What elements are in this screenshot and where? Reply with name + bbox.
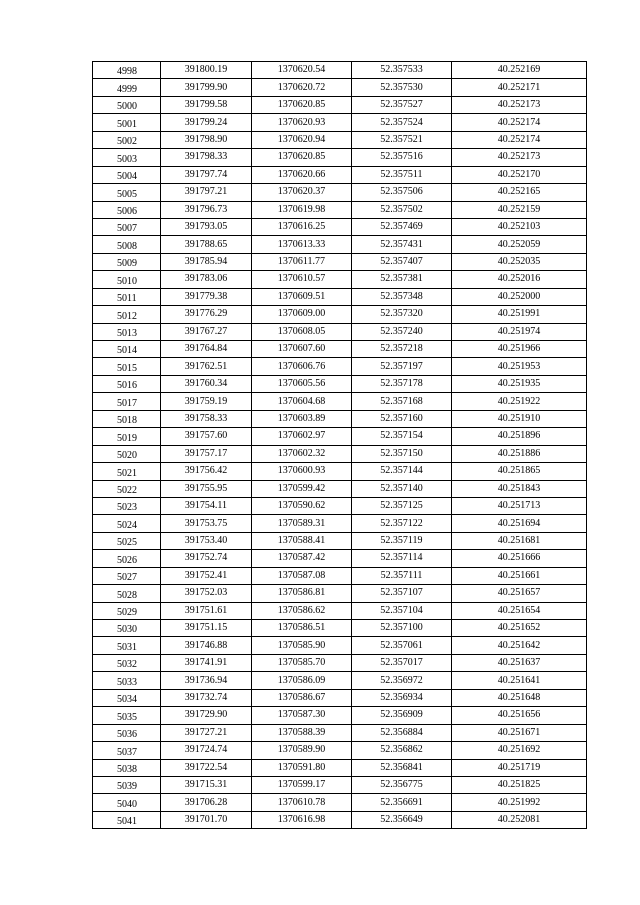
cell-y-coordinate: 1370605.56	[252, 375, 352, 392]
cell-latitude: 52.357533	[352, 62, 452, 79]
table-row	[93, 707, 587, 724]
cell-longitude: 40.251935	[452, 375, 587, 392]
cell-point-id: 5012	[93, 306, 161, 323]
cell-latitude: 52.357061	[352, 637, 452, 654]
cell-point-id: 5030	[93, 620, 161, 637]
cell-x-coordinate: 391793.05	[161, 218, 252, 235]
cell-latitude: 52.357154	[352, 428, 452, 445]
cell-point-id: 5006	[93, 201, 161, 218]
cell-point-id: 5023	[93, 497, 161, 514]
cell-longitude: 40.251991	[452, 306, 587, 323]
cell-x-coordinate: 391758.33	[161, 410, 252, 427]
cell-longitude: 40.252000	[452, 288, 587, 305]
cell-point-id: 5014	[93, 341, 161, 358]
cell-longitude: 40.251922	[452, 393, 587, 410]
cell-y-coordinate: 1370602.97	[252, 428, 352, 445]
table-row	[93, 236, 587, 253]
cell-y-coordinate: 1370589.90	[252, 742, 352, 759]
cell-longitude: 40.251825	[452, 776, 587, 793]
cell-x-coordinate: 391776.29	[161, 306, 252, 323]
cell-y-coordinate: 1370620.37	[252, 184, 352, 201]
cell-point-id: 5016	[93, 375, 161, 392]
cell-x-coordinate: 391729.90	[161, 707, 252, 724]
cell-x-coordinate: 391798.90	[161, 131, 252, 148]
cell-y-coordinate: 1370599.17	[252, 776, 352, 793]
cell-longitude: 40.251694	[452, 515, 587, 532]
cell-x-coordinate: 391767.27	[161, 323, 252, 340]
cell-y-coordinate: 1370585.90	[252, 637, 352, 654]
cell-point-id: 5038	[93, 759, 161, 776]
table-row	[93, 689, 587, 706]
cell-y-coordinate: 1370589.31	[252, 515, 352, 532]
cell-latitude: 52.357530	[352, 79, 452, 96]
table-row	[93, 567, 587, 584]
cell-point-id: 5001	[93, 114, 161, 131]
table-row	[93, 184, 587, 201]
cell-latitude: 52.357516	[352, 149, 452, 166]
cell-x-coordinate: 391751.61	[161, 602, 252, 619]
cell-y-coordinate: 1370609.00	[252, 306, 352, 323]
cell-latitude: 52.357407	[352, 253, 452, 270]
cell-point-id: 5010	[93, 271, 161, 288]
cell-point-id: 5011	[93, 288, 161, 305]
cell-y-coordinate: 1370620.72	[252, 79, 352, 96]
cell-x-coordinate: 391760.34	[161, 375, 252, 392]
cell-x-coordinate: 391759.19	[161, 393, 252, 410]
cell-point-id: 5037	[93, 742, 161, 759]
cell-y-coordinate: 1370587.42	[252, 550, 352, 567]
table-row	[93, 776, 587, 793]
cell-x-coordinate: 391746.88	[161, 637, 252, 654]
cell-point-id: 5003	[93, 149, 161, 166]
cell-longitude: 40.252173	[452, 149, 587, 166]
cell-latitude: 52.357348	[352, 288, 452, 305]
cell-y-coordinate: 1370619.98	[252, 201, 352, 218]
table-row	[93, 96, 587, 113]
cell-longitude: 40.251865	[452, 463, 587, 480]
cell-latitude: 52.357506	[352, 184, 452, 201]
cell-longitude: 40.251896	[452, 428, 587, 445]
cell-x-coordinate: 391797.74	[161, 166, 252, 183]
cell-y-coordinate: 1370588.39	[252, 724, 352, 741]
cell-point-id: 5022	[93, 480, 161, 497]
cell-y-coordinate: 1370610.78	[252, 794, 352, 811]
cell-point-id: 5025	[93, 532, 161, 549]
cell-latitude: 52.357524	[352, 114, 452, 131]
cell-longitude: 40.251661	[452, 567, 587, 584]
cell-longitude: 40.252035	[452, 253, 587, 270]
cell-y-coordinate: 1370586.62	[252, 602, 352, 619]
cell-x-coordinate: 391796.73	[161, 201, 252, 218]
cell-x-coordinate: 391724.74	[161, 742, 252, 759]
cell-longitude: 40.252165	[452, 184, 587, 201]
table-row	[93, 794, 587, 811]
cell-longitude: 40.252016	[452, 271, 587, 288]
cell-y-coordinate: 1370620.85	[252, 96, 352, 113]
cell-latitude: 52.357381	[352, 271, 452, 288]
coordinates-table	[92, 61, 587, 829]
table-row	[93, 288, 587, 305]
cell-y-coordinate: 1370586.67	[252, 689, 352, 706]
table-row	[93, 393, 587, 410]
cell-latitude: 52.356841	[352, 759, 452, 776]
cell-point-id: 4999	[93, 79, 161, 96]
cell-latitude: 52.357125	[352, 497, 452, 514]
cell-latitude: 52.356909	[352, 707, 452, 724]
table-row	[93, 218, 587, 235]
table-row	[93, 62, 587, 79]
cell-x-coordinate: 391754.11	[161, 497, 252, 514]
table-row	[93, 654, 587, 671]
cell-longitude: 40.252174	[452, 131, 587, 148]
cell-latitude: 52.357114	[352, 550, 452, 567]
cell-point-id: 5024	[93, 515, 161, 532]
cell-y-coordinate: 1370586.09	[252, 672, 352, 689]
cell-x-coordinate: 391751.15	[161, 620, 252, 637]
table-row	[93, 271, 587, 288]
cell-latitude: 52.356649	[352, 811, 452, 828]
cell-point-id: 5009	[93, 253, 161, 270]
table-row	[93, 672, 587, 689]
cell-point-id: 5017	[93, 393, 161, 410]
cell-latitude: 52.357140	[352, 480, 452, 497]
cell-y-coordinate: 1370587.30	[252, 707, 352, 724]
cell-point-id: 5029	[93, 602, 161, 619]
cell-y-coordinate: 1370586.51	[252, 620, 352, 637]
cell-y-coordinate: 1370610.57	[252, 271, 352, 288]
table-row	[93, 445, 587, 462]
cell-x-coordinate: 391736.94	[161, 672, 252, 689]
cell-point-id: 5020	[93, 445, 161, 462]
cell-latitude: 52.357111	[352, 567, 452, 584]
cell-latitude: 52.356775	[352, 776, 452, 793]
cell-x-coordinate: 391762.51	[161, 358, 252, 375]
cell-longitude: 40.251666	[452, 550, 587, 567]
cell-latitude: 52.357168	[352, 393, 452, 410]
table-row	[93, 166, 587, 183]
cell-x-coordinate: 391799.58	[161, 96, 252, 113]
cell-x-coordinate: 391798.33	[161, 149, 252, 166]
cell-latitude: 52.357521	[352, 131, 452, 148]
cell-x-coordinate: 391752.03	[161, 585, 252, 602]
cell-y-coordinate: 1370608.05	[252, 323, 352, 340]
cell-longitude: 40.252103	[452, 218, 587, 235]
cell-y-coordinate: 1370607.60	[252, 341, 352, 358]
cell-latitude: 52.357119	[352, 532, 452, 549]
cell-longitude: 40.252159	[452, 201, 587, 218]
cell-y-coordinate: 1370588.41	[252, 532, 352, 549]
cell-latitude: 52.356884	[352, 724, 452, 741]
cell-x-coordinate: 391779.38	[161, 288, 252, 305]
table-row	[93, 201, 587, 218]
cell-y-coordinate: 1370587.08	[252, 567, 352, 584]
cell-latitude: 52.357511	[352, 166, 452, 183]
cell-longitude: 40.251671	[452, 724, 587, 741]
cell-point-id: 5040	[93, 794, 161, 811]
table-row	[93, 497, 587, 514]
cell-latitude: 52.357527	[352, 96, 452, 113]
table-row	[93, 131, 587, 148]
table-row	[93, 79, 587, 96]
cell-longitude: 40.251652	[452, 620, 587, 637]
table-row	[93, 358, 587, 375]
cell-y-coordinate: 1370586.81	[252, 585, 352, 602]
cell-latitude: 52.357100	[352, 620, 452, 637]
cell-longitude: 40.251654	[452, 602, 587, 619]
cell-longitude: 40.252169	[452, 62, 587, 79]
table-row	[93, 463, 587, 480]
cell-longitude: 40.251843	[452, 480, 587, 497]
cell-y-coordinate: 1370602.32	[252, 445, 352, 462]
cell-y-coordinate: 1370606.76	[252, 358, 352, 375]
cell-latitude: 52.356934	[352, 689, 452, 706]
cell-x-coordinate: 391755.95	[161, 480, 252, 497]
table-row	[93, 532, 587, 549]
table-row	[93, 759, 587, 776]
cell-longitude: 40.251641	[452, 672, 587, 689]
table-row	[93, 323, 587, 340]
cell-point-id: 5019	[93, 428, 161, 445]
cell-longitude: 40.251657	[452, 585, 587, 602]
cell-latitude: 52.356972	[352, 672, 452, 689]
cell-longitude: 40.251886	[452, 445, 587, 462]
table-row	[93, 724, 587, 741]
cell-y-coordinate: 1370613.33	[252, 236, 352, 253]
cell-latitude: 52.357320	[352, 306, 452, 323]
table-row	[93, 620, 587, 637]
cell-x-coordinate: 391788.65	[161, 236, 252, 253]
coordinates-table-body	[93, 62, 587, 829]
cell-latitude: 52.357469	[352, 218, 452, 235]
cell-longitude: 40.252173	[452, 96, 587, 113]
cell-y-coordinate: 1370620.54	[252, 62, 352, 79]
cell-x-coordinate: 391701.70	[161, 811, 252, 828]
cell-point-id: 5034	[93, 689, 161, 706]
cell-longitude: 40.251966	[452, 341, 587, 358]
cell-longitude: 40.252059	[452, 236, 587, 253]
cell-latitude: 52.357160	[352, 410, 452, 427]
cell-longitude: 40.252174	[452, 114, 587, 131]
cell-longitude: 40.251719	[452, 759, 587, 776]
table-row	[93, 428, 587, 445]
cell-latitude: 52.357122	[352, 515, 452, 532]
cell-y-coordinate: 1370591.80	[252, 759, 352, 776]
cell-x-coordinate: 391753.40	[161, 532, 252, 549]
cell-x-coordinate: 391764.84	[161, 341, 252, 358]
cell-point-id: 4998	[93, 62, 161, 79]
cell-x-coordinate: 391785.94	[161, 253, 252, 270]
cell-x-coordinate: 391800.19	[161, 62, 252, 79]
cell-x-coordinate: 391757.17	[161, 445, 252, 462]
cell-longitude: 40.252170	[452, 166, 587, 183]
cell-longitude: 40.251637	[452, 654, 587, 671]
cell-point-id: 5000	[93, 96, 161, 113]
cell-longitude: 40.251692	[452, 742, 587, 759]
table-row	[93, 410, 587, 427]
cell-x-coordinate: 391799.90	[161, 79, 252, 96]
table-row	[93, 375, 587, 392]
cell-point-id: 5002	[93, 131, 161, 148]
table-row	[93, 149, 587, 166]
cell-latitude: 52.357502	[352, 201, 452, 218]
cell-y-coordinate: 1370599.42	[252, 480, 352, 497]
cell-longitude: 40.251953	[452, 358, 587, 375]
cell-y-coordinate: 1370620.94	[252, 131, 352, 148]
cell-latitude: 52.357107	[352, 585, 452, 602]
table-row	[93, 550, 587, 567]
cell-point-id: 5008	[93, 236, 161, 253]
cell-y-coordinate: 1370600.93	[252, 463, 352, 480]
cell-y-coordinate: 1370609.51	[252, 288, 352, 305]
cell-point-id: 5039	[93, 776, 161, 793]
cell-longitude: 40.251642	[452, 637, 587, 654]
cell-latitude: 52.357150	[352, 445, 452, 462]
cell-longitude: 40.252081	[452, 811, 587, 828]
cell-y-coordinate: 1370620.85	[252, 149, 352, 166]
cell-point-id: 5018	[93, 410, 161, 427]
cell-point-id: 5004	[93, 166, 161, 183]
cell-y-coordinate: 1370603.89	[252, 410, 352, 427]
cell-x-coordinate: 391752.41	[161, 567, 252, 584]
cell-point-id: 5015	[93, 358, 161, 375]
cell-x-coordinate: 391753.75	[161, 515, 252, 532]
table-row	[93, 253, 587, 270]
table-row	[93, 114, 587, 131]
cell-x-coordinate: 391732.74	[161, 689, 252, 706]
cell-point-id: 5031	[93, 637, 161, 654]
cell-y-coordinate: 1370620.66	[252, 166, 352, 183]
table-row	[93, 742, 587, 759]
cell-y-coordinate: 1370611.77	[252, 253, 352, 270]
cell-point-id: 5035	[93, 707, 161, 724]
cell-point-id: 5041	[93, 811, 161, 828]
table-row	[93, 602, 587, 619]
cell-point-id: 5032	[93, 654, 161, 671]
cell-longitude: 40.251648	[452, 689, 587, 706]
cell-x-coordinate: 391752.74	[161, 550, 252, 567]
cell-y-coordinate: 1370620.93	[252, 114, 352, 131]
cell-latitude: 52.357197	[352, 358, 452, 375]
table-row	[93, 515, 587, 532]
cell-longitude: 40.251713	[452, 497, 587, 514]
table-row	[93, 306, 587, 323]
cell-latitude: 52.357178	[352, 375, 452, 392]
cell-x-coordinate: 391727.21	[161, 724, 252, 741]
table-row	[93, 811, 587, 828]
cell-longitude: 40.251974	[452, 323, 587, 340]
cell-longitude: 40.251992	[452, 794, 587, 811]
cell-x-coordinate: 391799.24	[161, 114, 252, 131]
cell-point-id: 5021	[93, 463, 161, 480]
cell-latitude: 52.356691	[352, 794, 452, 811]
cell-point-id: 5036	[93, 724, 161, 741]
cell-y-coordinate: 1370616.98	[252, 811, 352, 828]
cell-point-id: 5007	[93, 218, 161, 235]
cell-longitude: 40.251910	[452, 410, 587, 427]
cell-x-coordinate: 391722.54	[161, 759, 252, 776]
cell-x-coordinate: 391783.06	[161, 271, 252, 288]
cell-latitude: 52.357218	[352, 341, 452, 358]
table-row	[93, 341, 587, 358]
cell-longitude: 40.252171	[452, 79, 587, 96]
cell-point-id: 5027	[93, 567, 161, 584]
cell-x-coordinate: 391715.31	[161, 776, 252, 793]
cell-latitude: 52.357240	[352, 323, 452, 340]
cell-longitude: 40.251656	[452, 707, 587, 724]
cell-longitude: 40.251681	[452, 532, 587, 549]
cell-latitude: 52.357017	[352, 654, 452, 671]
cell-point-id: 5026	[93, 550, 161, 567]
cell-x-coordinate: 391706.28	[161, 794, 252, 811]
cell-x-coordinate: 391757.60	[161, 428, 252, 445]
table-row	[93, 585, 587, 602]
cell-x-coordinate: 391741.91	[161, 654, 252, 671]
cell-latitude: 52.357431	[352, 236, 452, 253]
cell-y-coordinate: 1370604.68	[252, 393, 352, 410]
cell-y-coordinate: 1370616.25	[252, 218, 352, 235]
cell-y-coordinate: 1370585.70	[252, 654, 352, 671]
cell-point-id: 5005	[93, 184, 161, 201]
cell-latitude: 52.357144	[352, 463, 452, 480]
cell-point-id: 5028	[93, 585, 161, 602]
cell-point-id: 5033	[93, 672, 161, 689]
cell-x-coordinate: 391756.42	[161, 463, 252, 480]
table-row	[93, 637, 587, 654]
cell-point-id: 5013	[93, 323, 161, 340]
cell-x-coordinate: 391797.21	[161, 184, 252, 201]
table-row	[93, 480, 587, 497]
cell-latitude: 52.357104	[352, 602, 452, 619]
cell-y-coordinate: 1370590.62	[252, 497, 352, 514]
cell-latitude: 52.356862	[352, 742, 452, 759]
